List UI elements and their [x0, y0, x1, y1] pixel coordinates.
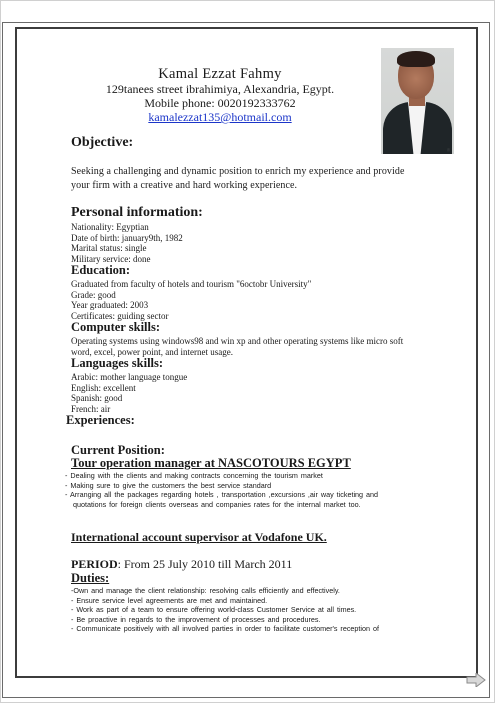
education-list: [71, 279, 311, 321]
list-item: -Own and manage the client relationship: resolving calls efficiently and effectively.: [71, 586, 340, 595]
experiences-heading: Experiences:: [66, 413, 135, 427]
period-line: [71, 557, 292, 572]
languages-list: [71, 372, 187, 414]
list-item: Arabic: mother language tongue: [71, 372, 188, 382]
list-item: - Communicate positively with all involved parties in order to facilitate customer's reception of: [71, 624, 379, 633]
list-item: - Work as part of a team to ensure offering world-class Customer Service at all times.: [71, 605, 357, 614]
job1-duties-list: [65, 471, 403, 509]
candidate-address: 129tanees street ibrahimiya, Alexandria, Egypt.: [105, 82, 335, 96]
list-item: Grade: good: [71, 289, 116, 300]
computer-skills-heading: Computer skills:: [71, 320, 161, 334]
candidate-email-link[interactable]: kamalezzat135@hotmail.com: [148, 110, 292, 124]
list-item: - Arranging all the packages regarding hotels , transportation ,excursions ,air way ticketing and quotations for foreign clients overseas and companies rates for the internal market too.: [65, 490, 379, 509]
list-item: French: air: [71, 403, 111, 414]
list-item: Date of birth: january9th, 1982: [71, 232, 183, 243]
profile-photo: ⓒ: [381, 48, 454, 154]
list-item: Spanish: good: [71, 393, 123, 403]
languages-heading: Languages skills:: [71, 356, 164, 370]
job2-title: International account supervisor at Vodafone UK.: [71, 530, 327, 544]
objective-heading: Objective:: [71, 135, 134, 150]
candidate-phone: Mobile phone: 0020192333762: [144, 96, 296, 110]
period-label: PERIOD: [71, 557, 118, 571]
list-item: - Be proactive in regards to the improvement of processes and procedures.: [71, 614, 321, 624]
list-item: - Ensure service level agreements are met and maintained.: [71, 595, 268, 605]
list-item: Certificates: guiding sector: [71, 310, 169, 321]
objective-text: Seeking a challenging and dynamic position to enrich my experience and provide your firm with a creative and hard working experience.: [71, 166, 405, 191]
list-item: Military service: done: [71, 253, 151, 264]
current-position-heading: Current Position:: [71, 443, 165, 457]
list-item: - Making sure to give the customers the best service standard: [65, 480, 272, 490]
duties-list: [71, 586, 421, 634]
list-item: - Dealing with the clients and making contracts concerning the tourism market: [65, 471, 323, 480]
list-item: Year graduated: 2003: [71, 300, 149, 310]
list-item: English: excellent: [71, 382, 136, 393]
job1-title: Tour operation manager at NASCOTOURS EGYPT: [71, 456, 351, 470]
computer-skills-text: Operating systems using windows98 and win xp and other operating systems like micro soft word, excel, power point, and internet usage.: [71, 336, 404, 357]
personal-info-heading: Personal information:: [71, 205, 203, 220]
candidate-name: Kamal Ezzat Fahmy: [158, 66, 282, 82]
next-arrow-icon[interactable]: [466, 673, 486, 687]
personal-info-list: [71, 222, 183, 264]
duties-heading: Duties:: [71, 571, 110, 585]
list-item: Marital status: single: [71, 243, 147, 253]
education-heading: Education:: [71, 263, 131, 277]
list-item: Graduated from faculty of hotels and tourism "6octobr University": [71, 279, 312, 289]
period-value: : From 25 July 2010 till March 2011: [117, 557, 293, 571]
list-item: Nationality: Egyptian: [71, 222, 149, 232]
